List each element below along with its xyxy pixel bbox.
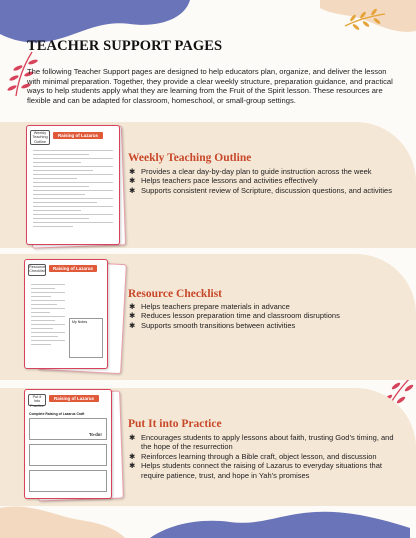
list-item: ✱ Encourages students to apply lessons about faith, trusting God’s timing, and the hope of the resurrection [129,433,394,452]
thumb-heading: Raising of Lazarus [53,132,103,139]
weekly-outline-thumbnail [26,125,120,245]
checklist-thumbnail [24,259,108,369]
star-bullet-icon: ✱ [129,176,136,186]
star-bullet-icon: ✱ [129,461,136,471]
list-item: ✱ Reinforces learning through a Bible craft, object lesson, and discussion [129,451,377,461]
weekly-bullets [128,167,403,195]
thumb-todo: To-do! [89,432,102,437]
section-title-weekly: Weekly Teaching Outline [128,152,252,164]
list-item: ✱ Supports smooth transitions between activities [129,320,296,330]
intro-paragraph: The following Teacher Support pages are designed to help educators plan, organize, and deliver the lesson with minimal preparation. Together, they provide a clear weekly structure, preparation guidance, and practical ways to help students apply what they are learning from the Fruit of the Spirit lesson. These resources are flexible and can be adapted for classroom, homeschool, or small-group settings. [27,67,393,105]
section-title-checklist: Resource Checklist [128,288,223,300]
thumb-badge: Put It Into Practice [28,394,46,406]
list-item: ✱ Helps teachers pace lessons and activities effectively [129,176,318,186]
thumb-badge: Resource Checklist [28,264,46,276]
star-bullet-icon: ✱ [129,433,136,442]
thumb-heading: Raising of Lazarus [49,265,97,272]
star-bullet-icon: ✱ [129,311,136,321]
star-bullet-icon: ✱ [129,185,136,195]
list-item: ✱ Supports consistent review of Scripture, discussion questions, and activities [129,185,392,195]
bottom-blue-blob [150,506,410,538]
list-item: ✱ Helps teachers prepare materials in advance [129,302,290,311]
practice-bullets [128,433,403,480]
star-bullet-icon: ✱ [129,451,136,461]
thumb-box-label: Complete Raising of Lazarus Craft [29,412,85,416]
list-item: ✱ Provides a clear day-by-day plan to guide instruction across the week [129,167,372,176]
star-bullet-icon: ✱ [129,167,136,176]
thumb-heading: Raising of Lazarus [49,395,99,402]
list-item: ✱ Helps students connect the raising of Lazarus to everyday situations that require patience, trust, and hope in Yah’s promises [129,461,382,480]
section-title-practice: Put It into Practice [128,418,222,430]
practice-thumbnail [24,389,112,499]
checklist-bullets [128,302,403,330]
thumb-badge: Weekly Teaching Outline [30,130,50,145]
star-bullet-icon: ✱ [129,320,136,330]
page-title: TEACHER SUPPORT PAGES [27,38,223,54]
thumb-notes-label: My Notes [72,320,88,324]
leaf-branch-icon [343,6,387,30]
star-bullet-icon: ✱ [129,302,136,311]
list-item: ✱ Reduces lesson preparation time and classroom disruptions [129,311,340,321]
